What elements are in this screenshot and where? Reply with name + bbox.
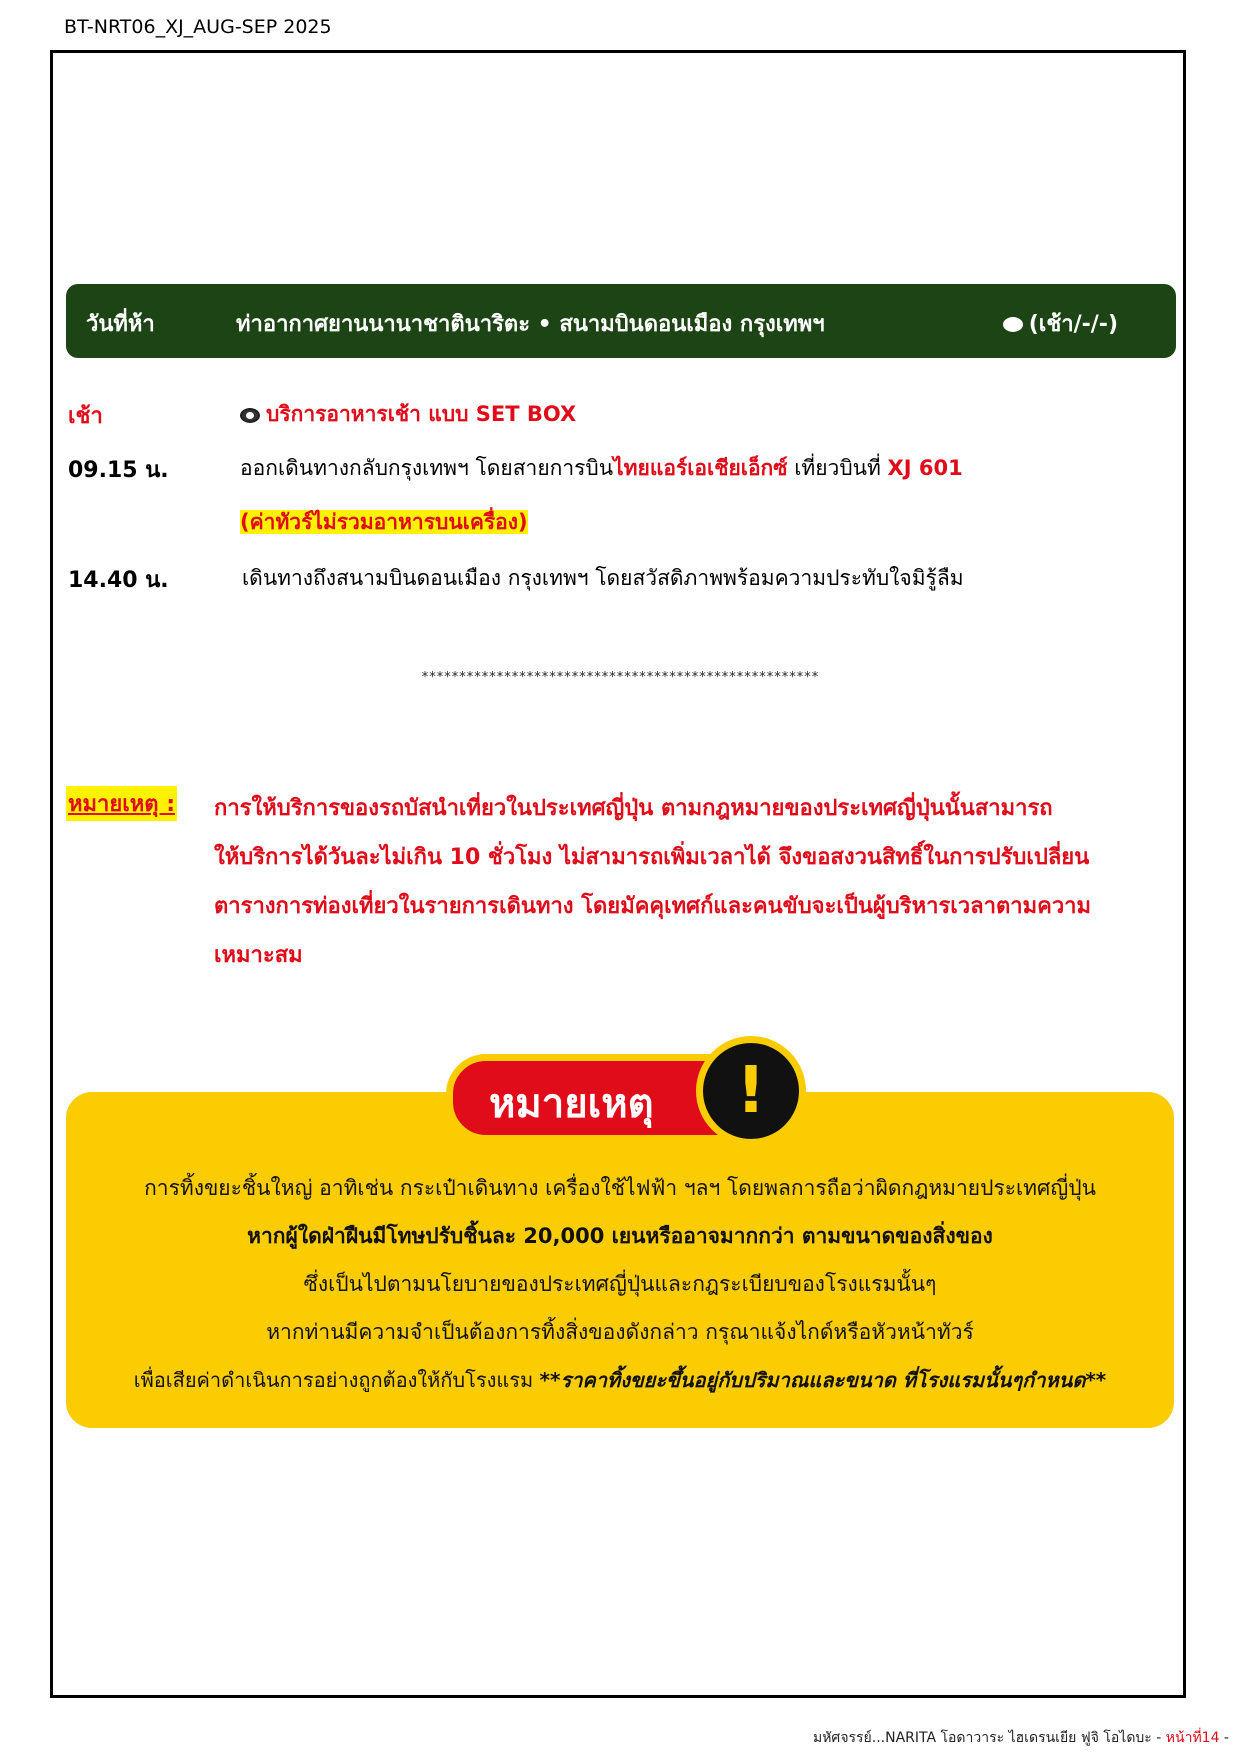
departure-note: (ค่าทัวร์ไม่รวมอาหารบนเครื่อง) [240, 510, 528, 534]
departure-time: 09.15 น. [68, 458, 169, 483]
separator: ***************************************************** [421, 670, 820, 685]
exclamation-icon: ! [696, 1036, 806, 1146]
departure-text: ออกเดินทางกลับกรุงเทพฯ โดยสายการบิน [240, 456, 614, 480]
arrival-text: เดินทางถึงสนามบินดอนเมือง กรุงเทพฯ โดยสวัสดิภาพพร้อมความประทับใจมิรู้ลืม [242, 566, 964, 590]
day-meals [1003, 306, 1118, 341]
day-header-bar [66, 284, 1176, 358]
meals-label: (เช้า/-/-) [1028, 312, 1118, 337]
notice-line-5 [66, 1364, 1174, 1396]
plate-icon [1003, 317, 1023, 332]
day-label: วันที่ห้า [86, 312, 155, 337]
footer-tail: - [1219, 1730, 1229, 1746]
notice-line-5-emphasis: **ราคาทิ้งขยะขึ้นอยู่กับปริมาณและขนาด ที่โรงแรมนั้นๆกำหนด** [539, 1368, 1107, 1392]
day-route: ท่าอากาศยานนานาชาตินาริตะ • สนามบินดอนเมือง กรุงเทพฯ [236, 312, 825, 337]
departure-row [240, 452, 963, 485]
airline-name: ไทยแอร์เอเชียเอ็กซ์ [613, 456, 788, 480]
remark-line: ตารางการท่องเที่ยวในรายการเดินทาง โดยมัคคุเทศก์และคนขับจะเป็นผู้บริหารเวลาตามความ [214, 894, 1092, 919]
flight-prefix: เที่ยวบินที่ [787, 456, 888, 480]
notice-line-5-text: เพื่อเสียค่าดำเนินการอย่างถูกต้องให้กับโรงแรม [133, 1368, 540, 1392]
remark-line: ให้บริการได้วันละไม่เกิน 10 ชั่วโมง ไม่สามารถเพิ่มเวลาได้ จึงขอสงวนสิทธิ์ในการปรับเปลี่ยน [214, 845, 1090, 870]
notice-title: หมายเหตุ [489, 1081, 654, 1127]
document-code: BT-NRT06_XJ_AUG-SEP 2025 [64, 16, 332, 38]
notice-line-1: การทิ้งขยะชิ้นใหญ่ อาทิเช่น กระเป๋าเดินทาง เครื่องใช้ไฟฟ้า ฯลฯ โดยพลการถือว่าผิดกฎหมายประเทศญี่ปุ่น [144, 1176, 1096, 1200]
plate-icon [240, 408, 260, 423]
breakfast-text: บริการอาหารเช้า แบบ SET BOX [266, 402, 577, 426]
remark-label: หมายเหตุ : [66, 786, 177, 821]
page-number: หน้าที่14 [1165, 1730, 1220, 1746]
remark-line: การให้บริการของรถบัสนำเที่ยวในประเทศญี่ปุ่น ตามกฎหมายของประเทศญี่ปุ่นนั้นสามารถ [214, 796, 1053, 821]
notice-line-2: หากผู้ใดฝ่าฝืนมีโทษปรับชิ้นละ 20,000 เยนหรืออาจมากกว่า ตามขนาดของสิ่งของ [247, 1224, 993, 1248]
flight-number: XJ 601 [887, 456, 963, 480]
breakfast-time: เช้า [68, 404, 103, 429]
arrival-time: 14.40 น. [68, 568, 169, 593]
notice-line-3: ซึ่งเป็นไปตามนโยบายของประเทศญี่ปุ่นและกฎระเบียบของโรงแรมนั้นๆ [303, 1272, 937, 1296]
breakfast-row [240, 398, 576, 431]
remark-line: เหมาะสม [214, 943, 303, 968]
remark-text [214, 784, 1184, 980]
notice-line-4: หากท่านมีความจำเป็นต้องการทิ้งสิ่งของดังกล่าว กรุณาแจ้งไกด์หรือหัวหน้าทัวร์ [266, 1320, 974, 1344]
departure-note-row [240, 506, 528, 539]
page-footer [813, 1727, 1229, 1749]
footer-title: มหัศจรรย์...NARITA โอดาวาระ ไฮเดรนเยีย ฟูจิ โอไดบะ - [812, 1730, 1166, 1746]
